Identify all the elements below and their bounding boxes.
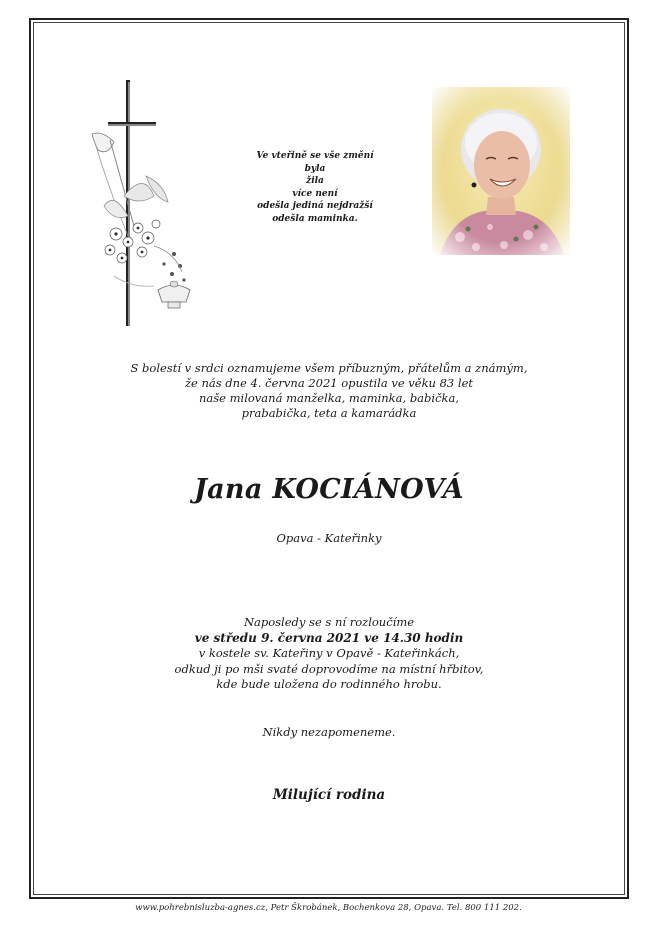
deceased-name: Jana KOCIÁNOVÁ: [194, 474, 464, 505]
funeral-service-footer: www.pohrebnisluzba-agnes.cz, Petr Škrobánek, Bochenkova 28, Opava. Tel. 800 111 202.: [135, 903, 522, 913]
farewell-intro: Naposledy se s ní rozloučíme: [243, 615, 415, 629]
portrait-photo: [432, 87, 570, 255]
announcement-line: prababička, teta a kamarádka: [241, 406, 417, 420]
poem-line: žila: [306, 176, 324, 186]
farewell-datetime: ve středu 9. června 2021 ve 14.30 hodin: [194, 630, 464, 645]
cross-with-flowers-icon: [84, 76, 204, 331]
poem-line: odešla jediná nejdražší: [257, 201, 373, 211]
farewell-line: odkud ji po mši svaté doprovodíme na místní hřbitov,: [174, 661, 484, 676]
poem-line: odešla maminka.: [272, 213, 358, 224]
farewell-line: v kostele sv. Kateřiny v Opavě - Kateřinkách,: [198, 646, 460, 660]
family-signature: Milující rodina: [272, 787, 386, 803]
announcement-line: S bolestí v srdci oznamujeme všem příbuzným, přátelům a známým,: [130, 361, 528, 375]
poem-line: byla: [304, 163, 326, 174]
never-forget: Nikdy nezapomeneme.: [262, 725, 396, 739]
farewell-details: [80, 615, 578, 693]
farewell-line: kde bude uložena do rodinného hrobu.: [216, 677, 442, 691]
announcement-line: že nás dne 4. června 2021 opustila ve věku 83 let: [184, 376, 474, 390]
poem: [220, 150, 410, 225]
deceased-place: Opava - Kateřinky: [276, 531, 382, 545]
announcement-line: naše milovaná manželka, maminka, babička,: [199, 391, 459, 405]
announcement: [80, 361, 578, 421]
poem-line: Ve vteřině se vše změní: [256, 151, 374, 161]
poem-line: více není: [292, 188, 338, 199]
